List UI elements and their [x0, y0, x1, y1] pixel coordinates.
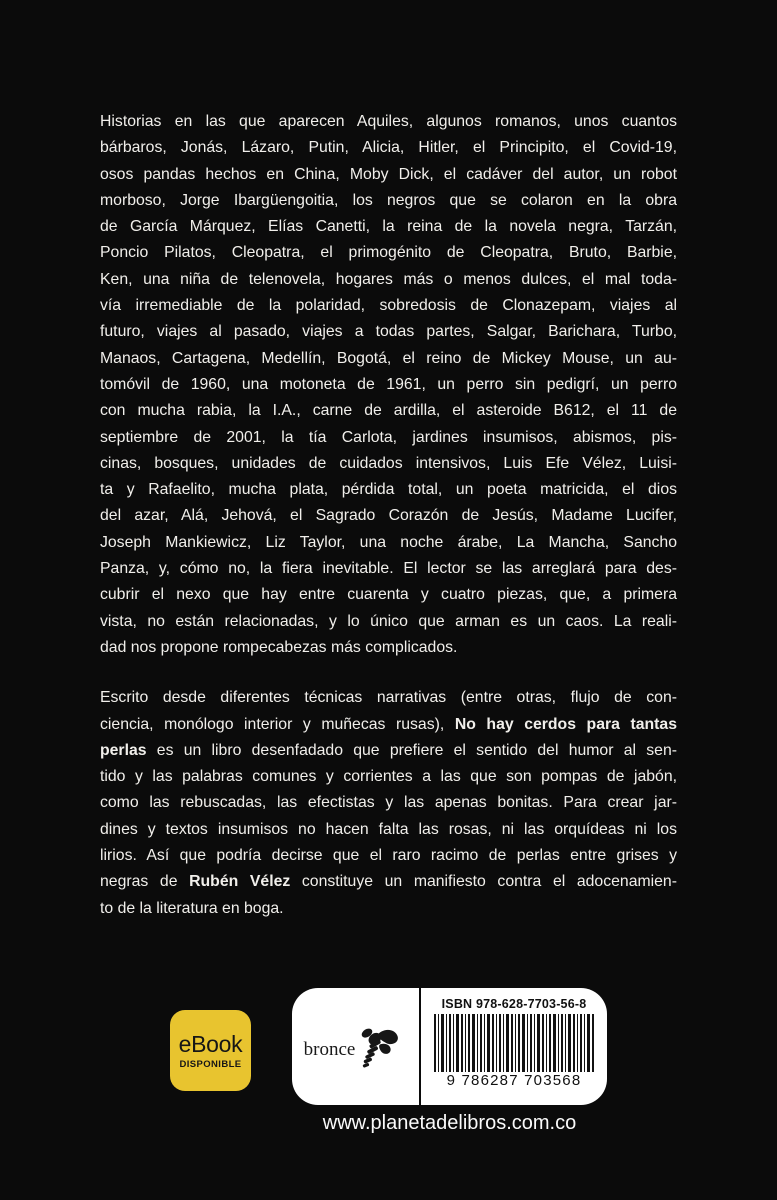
ebook-available-badge	[170, 1010, 251, 1091]
text-line: Joseph Mankiewicz, Liz Taylor, una noche árabe, La Mancha, Sancho	[100, 533, 677, 551]
text-line: cubrir el nexo que hay entre cuarenta y cuatro piezas, que, a primera	[100, 586, 677, 604]
publisher-name: bronce	[303, 1038, 356, 1060]
author-name-emphasis: Rubén Vélez	[189, 873, 291, 891]
text-line: bárbaros, Jonás, Lázaro, Putin, Alicia, Hitler, el Principito, el Covid-19,	[100, 139, 677, 157]
text-line: Poncio Pilatos, Cleopatra, el primogénito de Cleopatra, Bruto, Barbie,	[100, 244, 677, 262]
barcode	[434, 1014, 595, 1072]
text-line: vía irremediable de la polaridad, sobredosis de Clonazepam, viajes al	[100, 297, 677, 315]
text-line	[100, 869, 677, 895]
text-segment: negras de	[100, 873, 190, 891]
text-line: Ken, una niña de telenovela, hogares más o menos dulces, el mal toda-	[100, 270, 677, 288]
text-line: tido y las palabras comunes y corrientes a las que son pompas de jabón,	[100, 768, 677, 786]
text-line: dines y textos insumisos no hacen falta las rosas, ni las orquídeas ni los	[100, 820, 677, 838]
text-segment: es un libro desenfadado que prefiere el sentido del humor al sen-	[146, 741, 677, 759]
text-line: vista, no están relacionadas, y lo único que arman es un caos. La reali-	[100, 612, 677, 630]
bee-icon	[357, 1019, 407, 1075]
barcode-section	[421, 988, 607, 1105]
book-title-emphasis: perlas	[100, 741, 147, 759]
text-line: dad nos propone rompecabezas más complicados.	[100, 638, 458, 656]
website-url: www.planetadelibros.com.co	[322, 1112, 577, 1134]
text-line: Historias en las que aparecen Aquiles, algunos romanos, unos cuantos	[100, 113, 677, 130]
text-line: cinas, bosques, unidades de cuidados intensivos, Luis Efe Vélez, Luisi-	[100, 454, 677, 472]
text-line: morboso, Jorge Ibargüengoitia, los negros que se colaron en la obra	[100, 191, 677, 209]
book-title-emphasis: No hay cerdos para tantas	[454, 715, 677, 733]
text-line: Panza, y, cómo no, la fiera inevitable. El lector se las arreglará para des-	[100, 560, 677, 578]
publisher-barcode-box	[292, 988, 607, 1105]
synopsis	[100, 109, 677, 922]
text-line: lirios. Así que podría decirse que el raro racimo de perlas entre grises y	[100, 847, 677, 865]
synopsis-paragraph-2	[100, 685, 677, 922]
text-line: tomóvil de 1960, una motoneta de 1961, un perro sin pedigrí, un perro	[100, 375, 677, 393]
text-line: septiembre de 2001, la tía Carlota, jardines insumisos, abismos, pis-	[100, 428, 677, 446]
text-line: Escrito desde diferentes técnicas narrativas (entre otras, flujo de con-	[100, 689, 677, 707]
text-line: de García Márquez, Elías Canetti, la reina de la novela negra, Tarzán,	[100, 218, 677, 236]
text-line: Manaos, Cartagena, Medellín, Bogotá, el reino de Mickey Mouse, un au-	[100, 349, 677, 367]
text-line: osos pandas hechos en China, Moby Dick, el cadáver del autor, un robot	[100, 165, 677, 183]
synopsis-paragraph-1	[100, 109, 677, 661]
text-line: con mucha rabia, la I.A., carne de ardilla, el asteroide B612, el 11 de	[100, 402, 677, 420]
text-line: to de la literatura en boga.	[100, 899, 284, 917]
text-segment: ciencia, monólogo interior y muñecas rusas),	[100, 715, 455, 733]
ebook-badge-title: eBook	[178, 1030, 243, 1057]
ebook-badge-subtitle: DISPONIBLE	[179, 1058, 242, 1070]
text-segment: constituye un manifiesto contra el adocenamien-	[290, 873, 677, 891]
barcode-digits: 9 786287 703568	[446, 1072, 582, 1089]
text-line: futuro, viajes al pasado, viajes a todas partes, Salgar, Barichara, Turbo,	[100, 323, 677, 341]
isbn-label: ISBN 978-628-7703-56-8	[441, 997, 587, 1011]
text-line	[100, 712, 677, 738]
text-line	[100, 738, 677, 764]
text-line: como las rebuscadas, las efectistas y las apenas bonitas. Para crear jar-	[100, 794, 677, 812]
publisher-logo-section	[292, 988, 421, 1105]
text-line: ta y Rafaelito, mucha plata, pérdida total, un poeta matricida, el dios	[100, 481, 677, 499]
text-line: del azar, Alá, Jehová, el Sagrado Corazón de Jesús, Madame Lucifer,	[100, 507, 677, 525]
